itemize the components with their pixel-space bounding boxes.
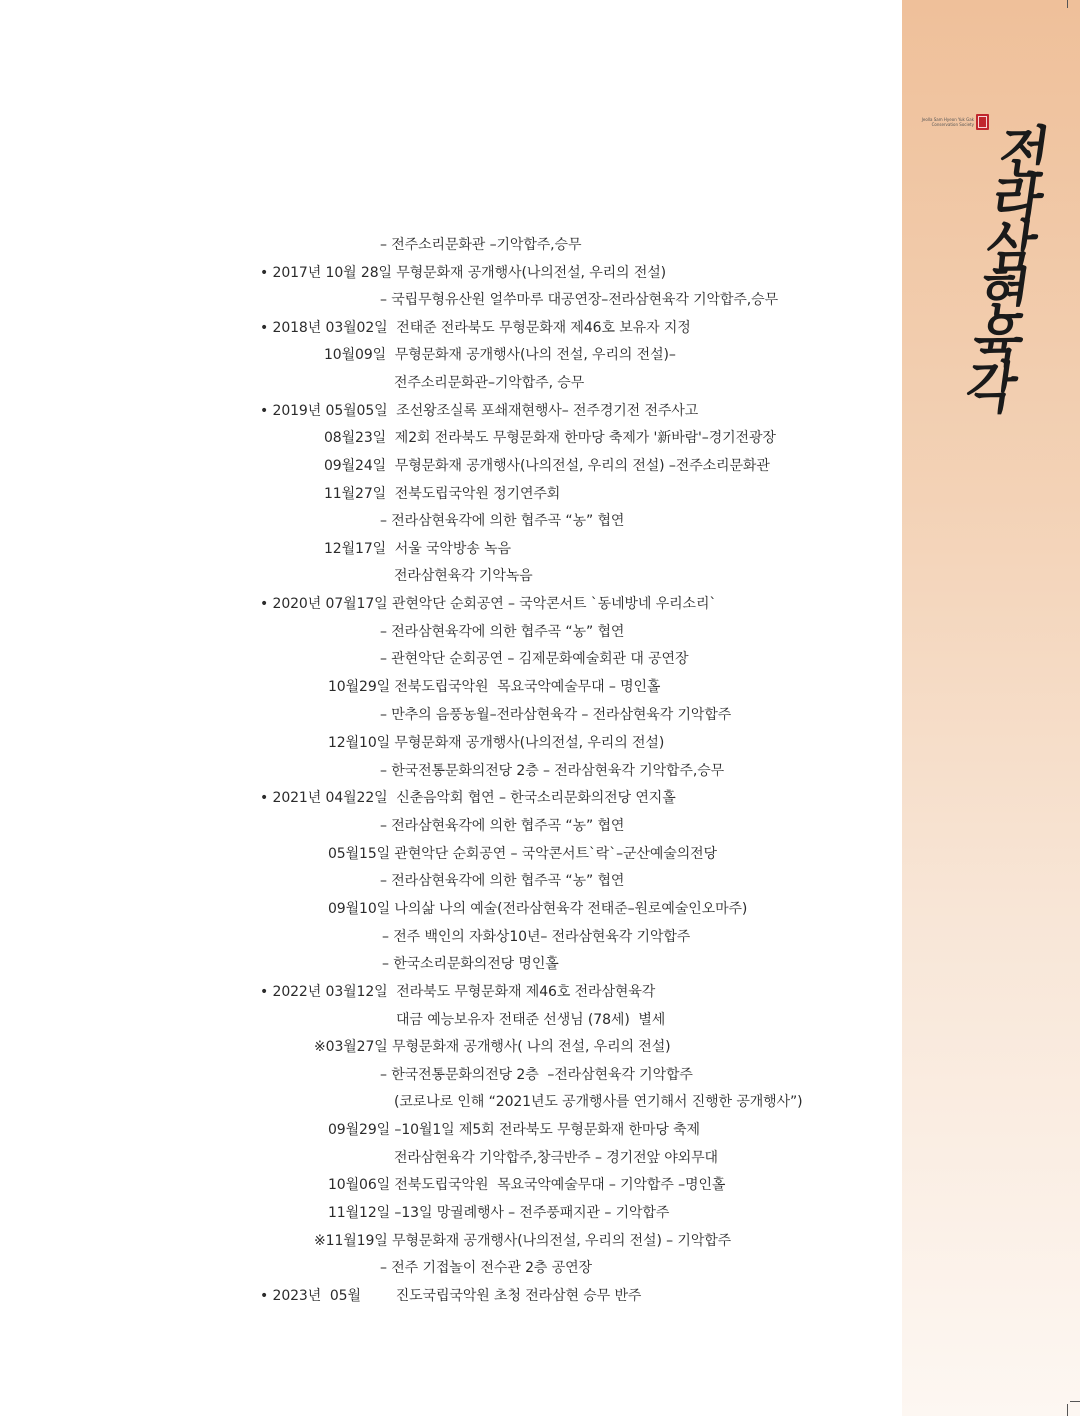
timeline-date-entry: 09월24일 무형문화재 공개행사(나의전설, 우리의 전설) –전주소리문화관 bbox=[324, 458, 770, 474]
timeline-line: – 전주소리문화관 –기악합주,승무 bbox=[380, 237, 582, 253]
calligraphy-char: 삼 bbox=[981, 214, 1041, 280]
seal-stamp-icon bbox=[976, 114, 989, 130]
timeline-year-entry: • 2021년 04월22일 신춘음악회 협연 – 한국소리문화의전당 연지홀 bbox=[260, 790, 676, 806]
timeline-date-entry: 12월17일 서울 국악방송 녹음 bbox=[324, 541, 511, 557]
timeline-line: – 전라삼현육각에 의한 협주곡 “농” 협연 bbox=[380, 513, 625, 529]
timeline-date-entry: 10월29일 전북도립국악원 목요국악예술무대 – 명인홀 bbox=[328, 679, 661, 695]
timeline-date-entry: 10월06일 전북도립국악원 목요국악예술무대 – 기악합주 –명인홀 bbox=[328, 1177, 726, 1193]
timeline-line: 전라삼현육각 기악합주,창극반주 – 경기전앞 야외무대 bbox=[394, 1150, 718, 1166]
timeline-year-entry: • 2023년 05월 진도국립국악원 초청 전라삼현 승무 반주 bbox=[260, 1288, 642, 1304]
timeline-line: – 국립무형유산원 얼쑤마루 대공연장–전라삼현육각 기악합주,승무 bbox=[380, 292, 778, 308]
timeline-date-entry: ※03월27일 무형문화재 공개행사( 나의 전설, 우리의 전설) bbox=[314, 1039, 671, 1055]
calligraphy-char: 현 bbox=[975, 261, 1035, 327]
timeline-date-entry: ※11월19일 무형문화재 공개행사(나의전설, 우리의 전설) – 기악합주 bbox=[314, 1233, 732, 1249]
timeline-date-entry: 12월10일 무형문화재 공개행사(나의전설, 우리의 전설) bbox=[328, 735, 665, 751]
timeline-year-entry: • 2018년 03월02일 전태준 전라북도 무형문화재 제46호 보유자 지정 bbox=[260, 320, 691, 336]
timeline-date-entry: 11월27일 전북도립국악원 정기연주회 bbox=[324, 486, 561, 502]
timeline-year-entry: • 2017년 10월 28일 무형문화재 공개행사(나의전설, 우리의 전설) bbox=[260, 265, 667, 281]
crop-mark-bottom bbox=[1067, 1404, 1068, 1416]
timeline-date-entry: 09월10일 나의삶 나의 예술(전라삼현육각 전태준–원로예술인오마주) bbox=[328, 901, 748, 917]
timeline-year-entry: • 2020년 07월17일 관현악단 순회공연 – 국악콘서트 `동네방네 우리소리` bbox=[260, 596, 717, 612]
timeline-line: – 전주 기접놀이 전수관 2층 공연장 bbox=[380, 1260, 592, 1276]
timeline-line: – 전라삼현육각에 의한 협주곡 “농” 협연 bbox=[380, 818, 625, 834]
calligraphy-char: 각 bbox=[962, 355, 1022, 421]
crop-mark-bottom-horizontal bbox=[1070, 1401, 1080, 1402]
timeline-line: – 전주 백인의 자화상10년– 전라삼현육각 기악합주 bbox=[382, 929, 691, 945]
timeline-line: – 한국전통문화의전당 2층 – 전라삼현육각 기악합주,승무 bbox=[380, 763, 725, 779]
calligraphy-char: 전 bbox=[995, 120, 1055, 186]
timeline-line: – 만추의 음풍농월–전라삼현육각 – 전라삼현육각 기악합주 bbox=[380, 707, 732, 723]
timeline-line: 전라삼현육각 기악녹음 bbox=[394, 568, 533, 584]
timeline-year-entry: • 2019년 05월05일 조선왕조실록 포쇄재현행사– 전주경기전 전주사고 bbox=[260, 403, 699, 419]
timeline-line: (코로나로 인해 “2021년도 공개행사를 연기해서 진행한 공개행사”) bbox=[394, 1094, 803, 1110]
timeline-line: – 전라삼현육각에 의한 협주곡 “농” 협연 bbox=[380, 624, 625, 640]
calligraphy-char: 라 bbox=[988, 167, 1048, 233]
timeline-year-entry: • 2022년 03월12일 전라북도 무형문화재 제46호 전라삼현육각 bbox=[260, 984, 656, 1000]
timeline-line: 전주소리문화관–기악합주, 승무 bbox=[394, 375, 585, 391]
timeline-date-entry: 10월09일 무형문화재 공개행사(나의 전설, 우리의 전설)– bbox=[324, 347, 676, 363]
brand-english-name: Jeolla Sam Hyeon Yuk Gak Conservation Society bbox=[921, 117, 974, 127]
timeline-line: – 한국소리문화의전당 명인홀 bbox=[382, 956, 559, 972]
timeline-line: – 한국전통문화의전당 2층 –전라삼현육각 기악합주 bbox=[380, 1067, 693, 1083]
timeline-date-entry: 08월23일 제2회 전라북도 무형문화재 한마당 축제가 '新바람'–경기전광장 bbox=[324, 430, 776, 446]
timeline-date-entry: 09월29일 –10월1일 제5회 전라북도 무형문화재 한마당 축제 bbox=[328, 1122, 700, 1138]
calligraphy-char: 육 bbox=[968, 308, 1028, 374]
timeline-line: – 관현악단 순회공연 – 김제문화예술회관 대 공연장 bbox=[380, 651, 689, 667]
timeline-date-entry: 11월12일 –13일 망궐례행사 – 전주풍패지관 – 기악합주 bbox=[328, 1205, 670, 1221]
timeline-line: 대금 예능보유자 전태준 선생님 (78세) 별세 bbox=[396, 1012, 666, 1028]
crop-mark-top bbox=[1067, 0, 1068, 8]
timeline-line: – 전라삼현육각에 의한 협주곡 “농” 협연 bbox=[380, 873, 625, 889]
timeline-date-entry: 05월15일 관현악단 순회공연 – 국악콘서트`락`–군산예술의전당 bbox=[328, 846, 717, 862]
